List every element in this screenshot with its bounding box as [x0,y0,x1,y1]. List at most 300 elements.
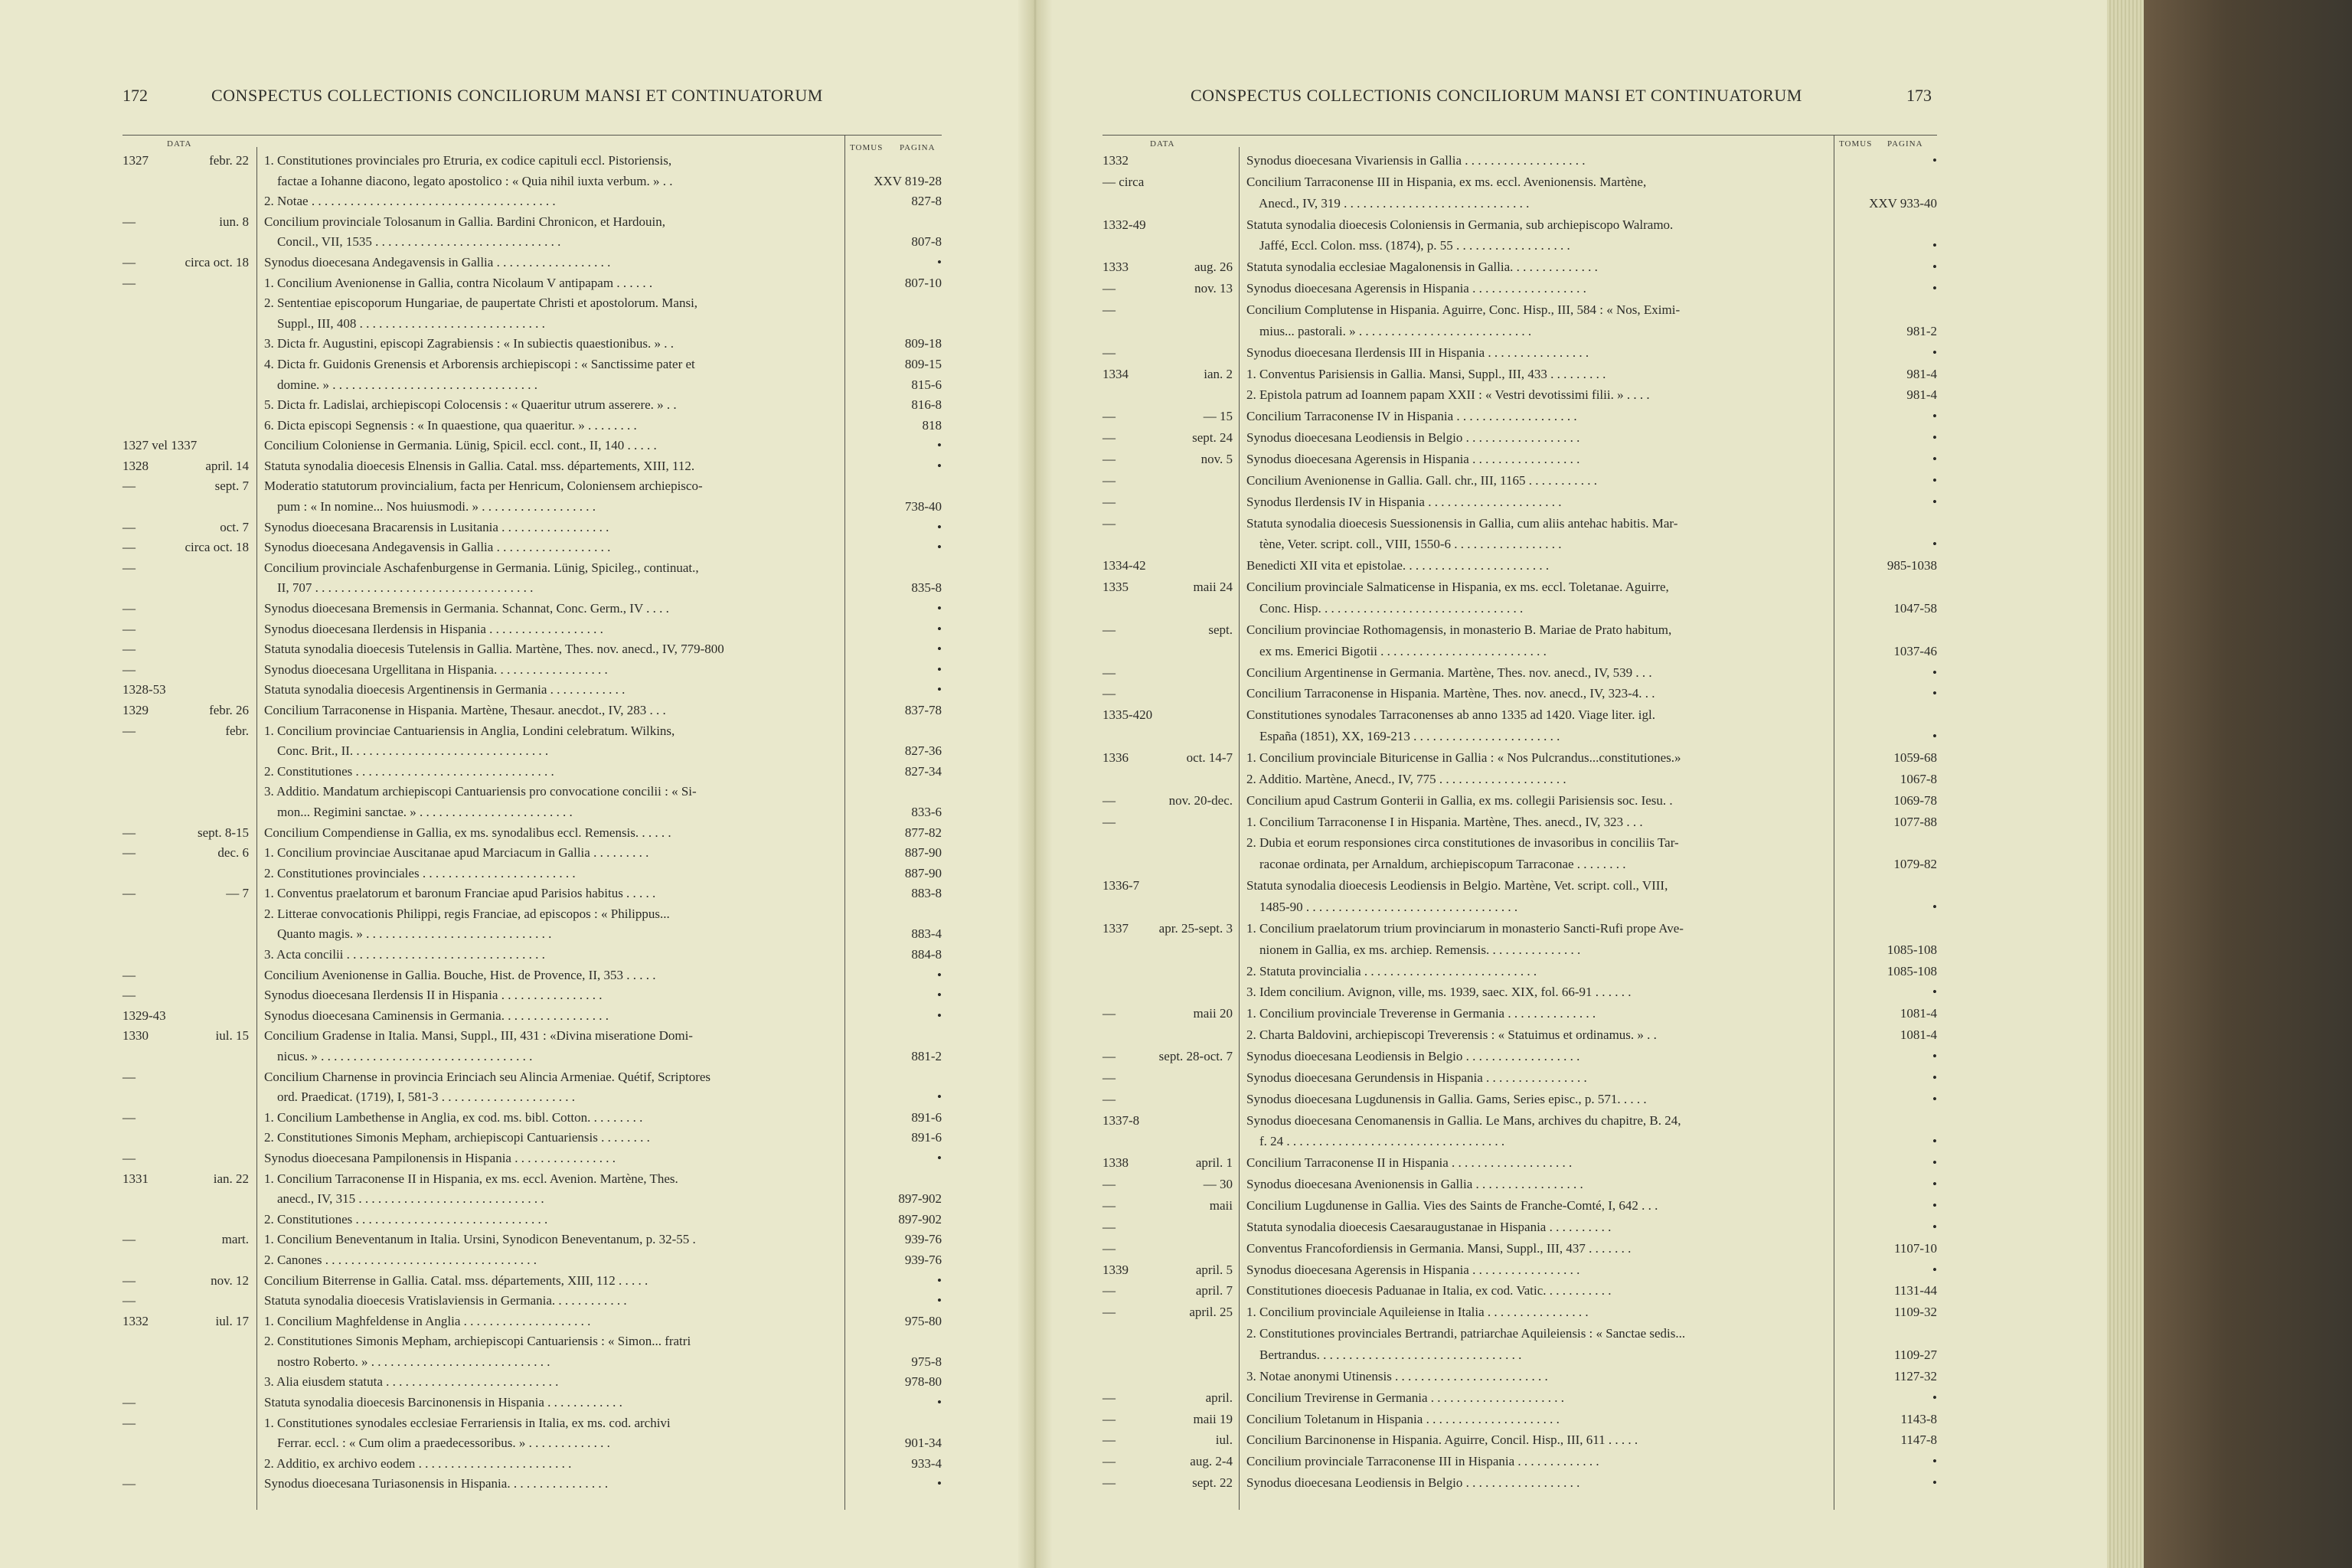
bullet-marker: • [937,1293,942,1308]
entry-text: raconae ordinata, per Arnaldum, archiepiscopum Tarraconae . . . . . . . . [1246,857,1626,872]
entry-text: Concilium Tarraconense III in Hispania, ex ms. eccl. Avenionensis. Martène, [1246,174,1647,189]
entry-ref: 975-8 [911,1354,942,1369]
entry-year: — [122,1069,136,1084]
entry-day: maii 24 [1193,580,1233,595]
entry-text: Synodus dioecesana Leodiensis in Belgio . . . . . . . . . . . . . . . . . . [1246,1475,1580,1491]
entry-text: 1. Conventus praelatorum et baronum Franciae apud Parisios habitus . . . . . [264,886,656,901]
entry-year: 1332 [1102,153,1129,168]
entry-ref: 975-80 [904,1313,942,1328]
entry-year: — [1102,1454,1116,1469]
entry-ref: 985-1038 [1886,558,1937,573]
entry-ref: 815-6 [911,377,942,392]
entry-year: 1336 [1102,750,1129,765]
entry-text: 3. Notae anonymi Utinensis . . . . . . . . . . . . . . . . . . . . . . . . [1246,1368,1548,1383]
entry-year: 1329 [122,702,149,717]
entry-text: 1. Concilium provinciae Auscitanae apud Marciacum in Gallia . . . . . . . . . [264,845,649,861]
entry-text: 1. Concilium provinciae Cantuariensis in Anglia, Londini celebratum. Wilkins, [264,723,675,738]
bullet-marker: • [937,642,942,657]
entry-text: 1485-90 . . . . . . . . . . . . . . . . . . . . . . . . . . . . . . . . . [1246,900,1518,914]
entry-year: — [1102,281,1116,296]
entry-ref: 1085-108 [1886,942,1937,957]
entry-day: dec. 6 [217,845,249,861]
entry-ref: 827-34 [904,763,942,779]
entry-ref: 881-2 [911,1049,942,1063]
left-col-rule-2 [844,135,845,1510]
bullet-marker: • [937,519,942,534]
entry-year: — [1102,1432,1116,1448]
entry-text: Statuta synodalia ecclesiae Magalonensis in Gallia. . . . . . . . . . . . . . [1246,260,1598,275]
entry-year: 1328-53 [122,682,166,697]
left-running-head: CONSPECTUS COLLECTIONIS CONCILIORUM MANSI ET CONTINUATORUM [211,86,823,105]
entry-year: — [122,519,136,534]
entry-year: 1329-43 [122,1008,166,1023]
entry-text: 1. Concilium Maghfeldense in Anglia . . . . . . . . . . . . . . . . . . . . [264,1313,591,1328]
entry-text: Synodus Ilerdensis IV in Hispania . . . . . . . . . . . . . . . . . . . . . [1246,494,1562,509]
entry-day: april. 5 [1195,1262,1233,1277]
entry-year: — [1102,665,1116,680]
entry-day: ian. 22 [213,1171,249,1186]
bullet-marker: • [1932,900,1937,914]
entry-text: 2. Constitutiones Simonis Mepham, archiepiscopi Cantuariensis . . . . . . . . [264,1130,650,1145]
entry-day: april. 14 [205,458,249,473]
entry-text: nicus. » . . . . . . . . . . . . . . . . . . . . . . . . . . . . . . . . . [264,1049,533,1063]
entry-text: f. 24 . . . . . . . . . . . . . . . . . . . . . . . . . . . . . . . . . . [1246,1134,1505,1149]
entry-text: 1. Constitutiones synodales ecclesiae Ferrariensis in Italia, ex ms. cod. archivi [264,1415,671,1430]
entry-text: 2. Sententiae episcoporum Hungariae, de paupertate Christi et apostolorum. Mansi, [264,296,698,311]
entry-ref: 883-8 [911,886,942,901]
bullet-marker: • [937,438,942,453]
entry-ref: 884-8 [911,947,942,962]
entry-text: 2. Canones . . . . . . . . . . . . . . . . . . . . . . . . . . . . . . . . . [264,1252,537,1267]
entry-text: 2. Notae . . . . . . . . . . . . . . . . . . . . . . . . . . . . . . . . . . . . . . [264,194,556,209]
entry-ref: 1079-82 [1893,857,1937,872]
entry-day: mart. [221,1232,249,1247]
bullet-marker: • [1932,452,1937,466]
entry-ref: 1059-68 [1893,750,1937,765]
entry-text: 2. Epistola patrum ad Ioannem papam XXII : « Vestri devotissimi filii. » . . . . [1246,387,1650,403]
entry-day: febr. 22 [209,153,249,168]
entry-text: ex ms. Emerici Bigotii . . . . . . . . . . . . . . . . . . . . . . . . . . [1246,643,1547,658]
entry-year: — [122,254,136,270]
entry-year: — [1102,452,1116,466]
entry-text: mius... pastorali. » . . . . . . . . . . . . . . . . . . . . . . . . . . . [1246,323,1532,338]
entry-ref: 1047-58 [1893,601,1937,616]
entry-text: pum : « In nomine... Nos huiusmodi. » . . . . . . . . . . . . . . . . . . [264,499,596,514]
entry-text: 2. Additio, ex archivo eodem . . . . . . . . . . . . . . . . . . . . . . . . [264,1455,572,1471]
entry-text: Concilium Coloniense in Germania. Lünig, Spicil. eccl. cont., II, 140 . . . . . [264,438,657,453]
entry-text: 1. Concilium provinciale Bituricense in Gallia : « Nos Pulcrandus...constitutiones.» [1246,750,1681,765]
entry-year: 1338 [1102,1155,1129,1171]
entry-text: Concilium Tarraconense in Hispania. Martène, Thesaur. anecdot., IV, 283 . . . [264,702,666,717]
right-col-rule-1 [1239,147,1240,1510]
bullet-marker: • [1932,1070,1937,1085]
entry-ref: 816-8 [911,397,942,413]
entry-ref: 1147-8 [1900,1432,1937,1448]
entry-day: april. 25 [1189,1305,1233,1320]
entry-text: Synodus dioecesana Pampilonensis in Hispania . . . . . . . . . . . . . . . . [264,1150,616,1165]
entry-day: iul. [1215,1432,1233,1448]
entry-year: 1332 [122,1313,149,1328]
entry-day: sept. 7 [214,479,249,494]
entry-ref: 901-34 [904,1436,942,1451]
entry-text: 2. Statuta provincialia . . . . . . . . . . . . . . . . . . . . . . . . . . . [1246,963,1537,978]
entry-year: — [122,601,136,616]
entry-year: 1327 vel 1337 [122,438,198,453]
entry-text: Statuta synodalia dioecesis Barcinonensis in Hispania . . . . . . . . . . . . [264,1395,622,1410]
entry-text: Concilium Argentinense in Germania. Martène, Thes. nov. anecd., IV, 539 . . . [1246,665,1652,680]
entry-text: Synodus dioecesana Ilerdensis II in Hispania . . . . . . . . . . . . . . . . [264,988,603,1003]
bullet-marker: • [1932,238,1937,253]
bullet-marker: • [1932,985,1937,1000]
entry-ref: 1077-88 [1893,814,1937,829]
entry-day: sept. 28-oct. 7 [1158,1049,1233,1063]
entry-ref: 978-80 [904,1374,942,1390]
entry-year: — [122,214,136,229]
entry-ref: 818 [922,417,942,433]
entry-day: april. 7 [1195,1283,1233,1298]
entry-text: Synodus dioecesana Vivariensis in Gallia . . . . . . . . . . . . . . . . . . . [1246,153,1586,168]
entry-ref: 809-15 [904,356,942,371]
entry-text: Anecd., IV, 319 . . . . . . . . . . . . . . . . . . . . . . . . . . . . . [1246,195,1530,211]
page-edges [2107,0,2144,1568]
entry-text: Constitutiones dioecesis Paduanae in Italia, ex cod. Vatic. . . . . . . . . . . [1246,1283,1612,1298]
entry-text: Concilium Tarraconense IV in Hispania . . . . . . . . . . . . . . . . . . . [1246,409,1577,424]
entry-text: Statuta synodalia dioecesis Coloniensis in Germania, sub archiepiscopo Walramo. [1246,217,1674,232]
entry-year: — [1102,494,1116,509]
bullet-marker: • [1932,1262,1937,1277]
bullet-marker: • [937,1150,942,1165]
entry-year: — [122,560,136,575]
bullet-marker: • [1932,1049,1937,1063]
entry-year: — [122,1476,136,1491]
entry-ref: 827-8 [911,194,942,209]
entry-day: circa oct. 18 [185,540,249,555]
entry-day: — 7 [226,886,249,901]
entry-text: 2. Constitutiones provinciales . . . . . . . . . . . . . . . . . . . . . . . . [264,865,576,880]
bullet-marker: • [1932,430,1937,446]
entry-year: — [1102,1198,1116,1213]
entry-year: — [122,642,136,657]
entry-text: 3. Alia eiusdem statuta . . . . . . . . . . . . . . . . . . . . . . . . . . . [264,1374,559,1390]
entry-text: Statuta synodalia dioecesis Elnensis in Gallia. Catal. mss. départements, XIII, 112. [264,458,695,473]
entry-day: sept. 24 [1192,430,1233,446]
entry-day: ian. 2 [1204,366,1233,381]
entry-text: Synodus dioecesana Lugdunensis in Gallia. Gams, Series episc., p. 571. . . . . [1246,1091,1647,1106]
entry-text: Concilium Lugdunense in Gallia. Vies des Saints de Franche-Comté, I, 642 . . . [1246,1198,1658,1213]
entry-text: Synodus dioecesana Agerensis in Hispania . . . . . . . . . . . . . . . . . . [1246,281,1586,296]
entry-text: 3. Dicta fr. Augustini, episcopi Zagrabiensis : « In subiectis quaestionibus. » . . [264,336,674,351]
entry-ref: 1085-108 [1886,963,1937,978]
entry-day: april. [1205,1390,1233,1405]
bullet-marker: • [937,458,942,473]
entry-text: Moderatio statutorum provincialium, facta per Henricum, Coloniensem archiepisco- [264,479,703,494]
bullet-marker: • [1932,1475,1937,1491]
bullet-marker: • [937,988,942,1003]
entry-ref: 939-76 [904,1232,942,1247]
entry-ref: 1067-8 [1900,771,1937,786]
entry-year: — [1102,1475,1116,1491]
right-page-number: 173 [1906,86,1932,105]
entry-text: Synodus dioecesana Urgellitana in Hispania. . . . . . . . . . . . . . . . . . [264,662,608,677]
entry-text: Bertrandus. . . . . . . . . . . . . . . . . . . . . . . . . . . . . . . . [1246,1348,1522,1362]
entry-ref: 738-40 [904,499,942,514]
bullet-marker: • [1932,537,1937,552]
entry-text: Concilium Trevirense in Germania . . . . . . . . . . . . . . . . . . . . . [1246,1390,1565,1405]
bullet-marker: • [1932,281,1937,296]
entry-text: 1. Concilium Beneventanum in Italia. Ursini, Synodicon Beneventanum, p. 32-55 . [264,1232,696,1247]
entry-year: — [122,275,136,290]
bullet-marker: • [937,1089,942,1105]
entry-year: — [1102,792,1116,808]
entry-text: 2. Charta Baldovini, archiepiscopi Treverensis : « Statuimus et ordinamus. » . . [1246,1027,1657,1043]
entry-year: 1334 [1102,366,1129,381]
bullet-marker: • [1932,686,1937,701]
entry-day: — 30 [1203,1177,1233,1192]
entry-year: 1335 [1102,580,1129,595]
entry-text: Statuta synodalia dioecesis Caesaraugustanae in Hispania . . . . . . . . . . [1246,1219,1612,1234]
entry-year: 1337 [1102,920,1129,936]
entry-text: Concilium Avenionense in Gallia. Bouche, Hist. de Provence, II, 353 . . . . . [264,967,656,982]
entry-ref: 939-76 [904,1252,942,1267]
entry-text: 3. Additio. Mandatum archiepiscopi Cantuariensis pro convocatione concilii : « Si- [264,784,697,799]
entry-year: — [122,825,136,840]
entry-text: Concilium Complutense in Hispania. Aguirre, Conc. Hisp., III, 584 : « Nos, Eximi- [1246,302,1681,317]
entry-day: sept. [1208,622,1233,637]
entry-text: Benedicti XII vita et epistolae. . . . . . . . . . . . . . . . . . . . . . . [1246,558,1550,573]
entry-year: 1336-7 [1102,878,1140,893]
entry-year: — [122,1150,136,1165]
entry-ref: 807-10 [904,275,942,290]
entry-day: maii 19 [1193,1411,1233,1426]
entry-text: 2. Constitutiones Simonis Mepham, archiepiscopi Cantuariensis : « Simon... fratri [264,1334,691,1349]
entry-day: maii [1209,1198,1233,1213]
entry-ref: 1109-27 [1893,1348,1937,1362]
bullet-marker: • [1932,1198,1937,1213]
entry-day: apr. 25-sept. 3 [1158,920,1233,936]
entry-ref: 1143-8 [1900,1411,1937,1426]
entry-text: Synodus dioecesana Avenionensis in Gallia . . . . . . . . . . . . . . . . . [1246,1177,1583,1192]
entry-year: — [1102,1240,1116,1256]
entry-text: Synodus dioecesana Gerundensis in Hispania . . . . . . . . . . . . . . . . [1246,1070,1587,1085]
entry-text: Statuta synodalia dioecesis Suessionensis in Gallia, cum aliis antehac habitis. Mar- [1246,515,1678,531]
bullet-marker: • [1932,494,1937,509]
entry-text: Suppl., III, 408 . . . . . . . . . . . . . . . . . . . . . . . . . . . . . [264,315,545,331]
entry-text: 2. Litterae convocationis Philippi, regis Franciae, ad episcopos : « Philippus... [264,906,670,921]
bullet-marker: • [937,967,942,982]
entry-ref: 1037-46 [1893,643,1937,658]
entry-text: Conc. Hisp. . . . . . . . . . . . . . . . . . . . . . . . . . . . . . . . [1246,601,1524,616]
entry-year: — [122,1293,136,1308]
right-col-tomus: TOMUS [1839,139,1873,149]
left-top-rule [122,135,942,136]
bullet-marker: • [1932,1091,1937,1106]
entry-day: sept. 22 [1192,1475,1233,1491]
entry-year: — [1102,1219,1116,1234]
entry-ref: 883-4 [911,926,942,942]
entry-text: factae a Iohanne diacono, legato apostolico : « Quia nihil iuxta verbum. » . . [264,173,673,188]
entry-text: 3. Idem concilium. Avignon, ville, ms. 1939, saec. XIX, fol. 66-91 . . . . . . [1246,985,1632,1000]
entry-year: — [122,723,136,738]
entry-text: nostro Roberto. » . . . . . . . . . . . . . . . . . . . . . . . . . . . . [264,1354,550,1369]
right-running-head: CONSPECTUS COLLECTIONIS CONCILIORUM MANSI ET CONTINUATORUM [1191,86,1802,105]
bullet-marker: • [1932,409,1937,424]
bullet-marker: • [1932,1134,1937,1149]
entry-text: Concilium Compendiense in Gallia, ex ms. synodalibus eccl. Remensis. . . . . . [264,825,671,840]
bullet-marker: • [1932,729,1937,744]
entry-ref: 887-90 [904,845,942,861]
entry-year: — [1102,1070,1116,1085]
entry-text: 3. Acta concilii . . . . . . . . . . . . . . . . . . . . . . . . . . . . . . . [264,947,545,962]
entry-text: 1. Concilium Tarraconense I in Hispania. Martène, Thes. anecd., IV, 323 . . . [1246,814,1643,829]
entry-text: nionem in Gallia, ex ms. archiep. Remensis. . . . . . . . . . . . . . . [1246,942,1581,957]
entry-year: 1339 [1102,1262,1129,1277]
entry-text: Concilium Gradense in Italia. Mansi, Suppl., III, 431 : «Divina miseratione Domi- [264,1028,693,1044]
entry-text: II, 707 . . . . . . . . . . . . . . . . . . . . . . . . . . . . . . . . . . [264,580,534,596]
entry-text: Concilium Tarraconense II in Hispania . . . . . . . . . . . . . . . . . . . [1246,1155,1573,1171]
entry-year: — [1102,1006,1116,1021]
entry-text: mon... Regimini sanctae. » . . . . . . . . . . . . . . . . . . . . . . . . [264,804,573,819]
entry-text: Concilium provinciae Rothomagensis, in monasterio B. Mariae de Prato habitum, [1246,622,1672,637]
entry-year: — [1102,515,1116,531]
entry-year: 1337-8 [1102,1112,1140,1128]
entry-text: Concilium provinciale Tarraconense III in Hispania . . . . . . . . . . . . . [1246,1454,1599,1469]
entry-day: febr. [225,723,249,738]
entry-ref: 809-18 [904,336,942,351]
bullet-marker: • [937,540,942,555]
bullet-marker: • [937,662,942,677]
bullet-marker: • [937,1395,942,1410]
entry-text: Concilium Barcinonense in Hispania. Aguirre, Concil. Hisp., III, 611 . . . . . [1246,1432,1638,1448]
entry-year: — [1102,345,1116,360]
entry-ref: 835-8 [911,580,942,596]
entry-ref: 1069-78 [1893,792,1937,808]
entry-ref: 933-4 [911,1455,942,1471]
entry-text: 1. Concilium praelatorum trium provinciarum in monasterio Sancti-Rufi prope Ave- [1246,920,1684,936]
entry-year: — [122,621,136,636]
entry-year: 1330 [122,1028,149,1044]
entry-text: 2. Constitutiones . . . . . . . . . . . . . . . . . . . . . . . . . . . . . . . [264,763,554,779]
entry-text: Concilium Tarraconense in Hispania. Martène, Thes. nov. anecd., IV, 323-4. . . [1246,686,1655,701]
right-top-rule [1102,135,1937,136]
entry-text: Synodus dioecesana Agerensis in Hispania . . . . . . . . . . . . . . . . . [1246,1262,1580,1277]
entry-text: 1. Concilium provinciale Aquileiense in Italia . . . . . . . . . . . . . . . . [1246,1305,1589,1320]
right-col-data: DATA [1150,139,1175,149]
entry-year: — [1102,814,1116,829]
entry-ref: 1109-32 [1893,1305,1937,1320]
bullet-marker: • [937,621,942,636]
left-page-number: 172 [122,86,148,105]
gutter [1018,0,1052,1568]
entry-year: — [122,1415,136,1430]
entry-text: Concilium provinciale Salmaticense in Hispania, ex ms. eccl. Toletanae. Aguirre, [1246,580,1669,595]
bullet-marker: • [1932,665,1937,680]
entry-year: — [1102,1411,1116,1426]
entry-text: 1. Concilium Avenionense in Gallia, contra Nicolaum V antipapam . . . . . . [264,275,653,290]
entry-year: — circa [1102,174,1145,189]
entry-text: Synodus dioecesana Leodiensis in Belgio . . . . . . . . . . . . . . . . . . [1246,1049,1580,1063]
entry-ref: 981-2 [1906,323,1937,338]
entry-year: — [1102,409,1116,424]
entry-text: Concilium provinciale Aschafenburgense in Germania. Lünig, Spicileg., continuat., [264,560,699,575]
entry-year: — [122,967,136,982]
entry-text: Synodus dioecesana Agerensis in Hispania . . . . . . . . . . . . . . . . . [1246,452,1580,466]
entry-text: Synodus dioecesana Andegavensis in Gallia . . . . . . . . . . . . . . . . . . [264,254,611,270]
entry-text: Constitutiones synodales Tarraconenses ab anno 1335 ad 1420. Viage liter. igl. [1246,707,1655,723]
entry-text: 1. Constitutiones provinciales pro Etruria, ex codice capituli eccl. Pistoriensis, [264,153,672,168]
entry-text: Statuta synodalia dioecesis Vratislaviensis in Germania. . . . . . . . . . . . [264,1293,627,1308]
entry-text: 1. Concilium Lambethense in Anglia, ex cod. ms. bibl. Cotton. . . . . . . . . [264,1109,643,1125]
entry-text: Concilium Avenionense in Gallia. Gall. chr., III, 1165 . . . . . . . . . . . [1246,472,1597,488]
left-col-pagina: PAGINA [900,143,936,152]
entry-ref: 891-6 [911,1130,942,1145]
entry-year: 1327 [122,153,149,168]
entry-ref: 827-36 [904,743,942,759]
bullet-marker: • [1932,1219,1937,1234]
entry-day: maii 20 [1193,1006,1233,1021]
entry-year: — [1102,1305,1116,1320]
entry-text: tène, Veter. script. coll., VIII, 1550-6 . . . . . . . . . . . . . . . . . [1246,537,1562,552]
entry-day: aug. 26 [1194,260,1233,275]
entry-year: 1332-49 [1102,217,1146,232]
entry-ref: 807-8 [911,234,942,250]
entry-day: oct. 7 [220,519,249,534]
entry-ref: 1081-4 [1900,1006,1937,1021]
bullet-marker: • [1932,345,1937,360]
entry-ref: XXV 819-28 [874,173,942,188]
entry-text: Synodus dioecesana Bracarensis in Lusitania . . . . . . . . . . . . . . . . . [264,519,609,534]
entry-year: — [1102,1049,1116,1063]
entry-ref: XXV 933-40 [1869,195,1937,211]
bullet-marker: • [937,601,942,616]
entry-ref: 981-4 [1906,387,1937,403]
entry-ref: 897-902 [898,1211,942,1227]
entry-text: anecd., IV, 315 . . . . . . . . . . . . . . . . . . . . . . . . . . . . . [264,1191,544,1207]
entry-text: Statuta synodalia dioecesis Argentinensis in Germania . . . . . . . . . . . . [264,682,626,697]
entry-day: nov. 12 [211,1272,249,1288]
entry-text: 2. Dubia et eorum responsiones circa constitutiones de invasoribus in conciliis Tar- [1246,835,1679,851]
entry-text: Synodus dioecesana Bremensis in Germania. Schannat, Conc. Germ., IV . . . . [264,601,669,616]
entry-text: Synodus dioecesana Cenomanensis in Gallia. Le Mans, archives du chapitre, B. 24, [1246,1112,1681,1128]
entry-year: — [122,662,136,677]
right-col-pagina: PAGINA [1887,139,1923,149]
entry-year: — [1102,302,1116,317]
entry-text: Concilium Charnense in provincia Erinciach seu Alincia Armeniae. Quétif, Scriptores [264,1069,711,1084]
entry-year: — [122,540,136,555]
left-col-data: DATA [167,139,192,149]
entry-year: 1334-42 [1102,558,1146,573]
entry-year: — [1102,1283,1116,1298]
entry-day: nov. 5 [1200,452,1233,466]
entry-day: sept. 8-15 [197,825,249,840]
entry-text: 2. Constitutiones provinciales Bertrandi, patriarchae Aquileiensis : « Sanctae sedis... [1246,1326,1686,1341]
entry-year: — [1102,1091,1116,1106]
entry-year: — [1102,430,1116,446]
bullet-marker: • [1932,1454,1937,1469]
entry-day: aug. 2-4 [1190,1454,1233,1469]
entry-year: — [122,988,136,1003]
entry-year: 1328 [122,458,149,473]
entry-year: — [122,479,136,494]
entry-text: Jaffé, Eccl. Colon. mss. (1874), p. 55 . . . . . . . . . . . . . . . . . . [1246,238,1570,253]
entry-year: 1335-420 [1102,707,1153,723]
bullet-marker: • [1932,1177,1937,1192]
book-cover [2144,0,2352,1568]
entry-text: 5. Dicta fr. Ladislai, archiepiscopi Colocensis : « Quaeritur utrum asserere. » . . [264,397,677,413]
bullet-marker: • [937,1272,942,1288]
entry-text: ord. Praedicat. (1719), I, 581-3 . . . . . . . . . . . . . . . . . . . . . [264,1089,576,1105]
entry-text: 1. Concilium provinciale Treverense in Germania . . . . . . . . . . . . . . [1246,1006,1596,1021]
bullet-marker: • [1932,1155,1937,1171]
